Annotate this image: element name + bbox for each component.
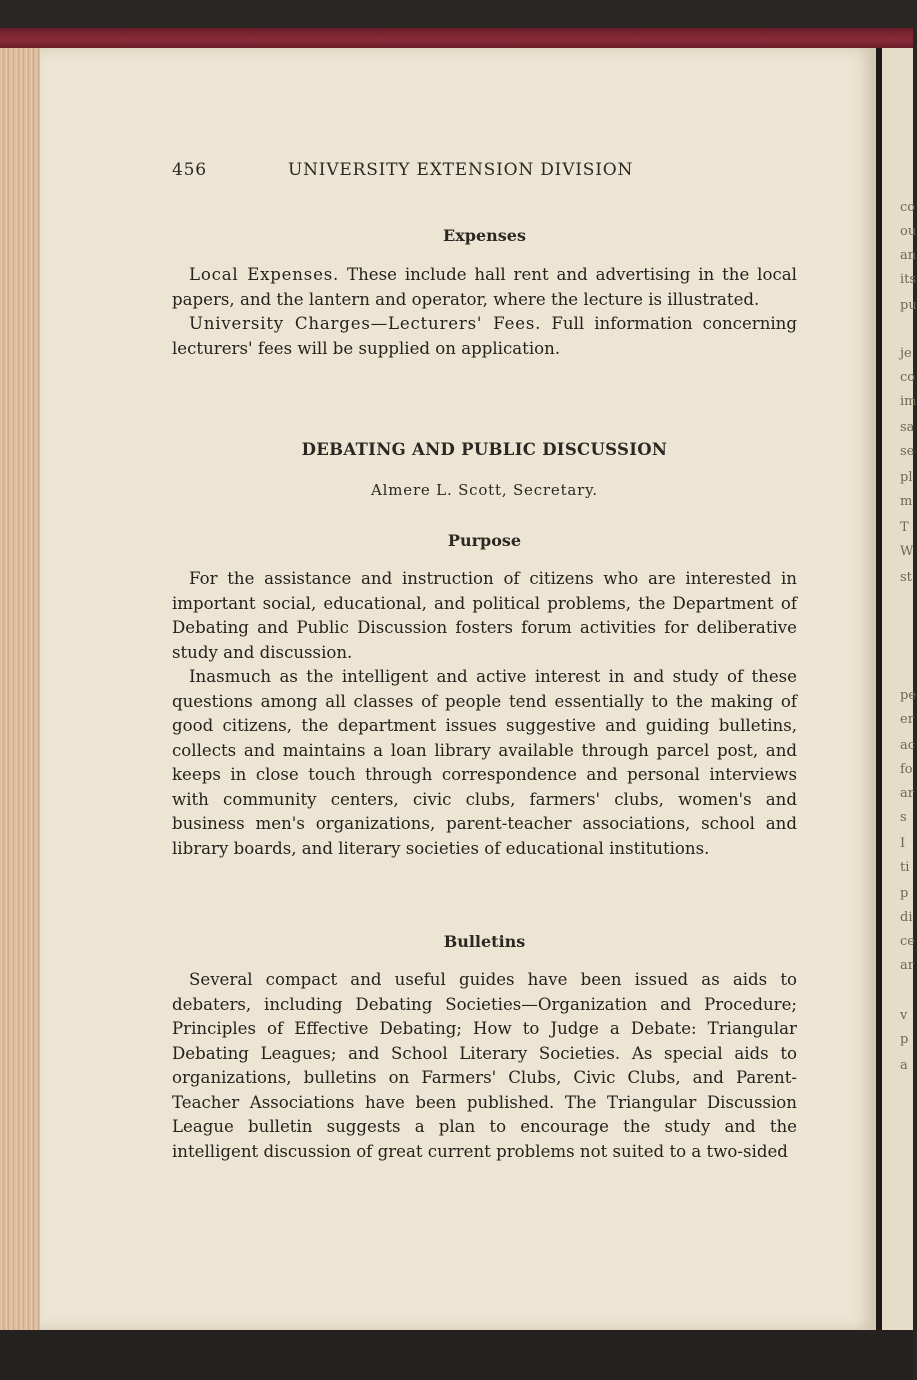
facing-page-fragment: ti — [900, 860, 910, 875]
expenses-section — [172, 263, 797, 361]
background-bottom — [0, 1330, 913, 1380]
running-head — [172, 160, 797, 184]
facing-page-fragment: im — [900, 394, 917, 409]
page-number: 456 — [172, 160, 207, 180]
facing-page-fragment: pe — [900, 688, 917, 703]
facing-page-fragment: pl — [900, 470, 913, 485]
facing-page-fragment: v — [900, 1008, 908, 1023]
university-charges-lead: University Charges—Lecturers' Fees. — [189, 314, 542, 333]
purpose-paragraph-1: For the assistance and instruction of citizens who are interested in important social, educational, and political problems, the Department of Debating and Public Discussion fosters forum activities for deliberative study and discussion. — [172, 569, 797, 662]
facing-page-fragment: T — [900, 520, 909, 535]
facing-page-fragment: je — [900, 346, 912, 361]
purpose-section — [172, 567, 797, 861]
facing-page-fragment: ac — [900, 738, 916, 753]
local-expenses-text: These include hall rent and advertising in the local papers, and the lantern and operator, where the lecture is illustrated. — [172, 265, 797, 309]
local-expenses-paragraph — [172, 263, 797, 312]
facing-page-fragment: an — [900, 248, 917, 263]
facing-page-fragment: pu — [900, 298, 917, 313]
facing-page-fragment: m — [900, 494, 913, 509]
facing-page-fragment: ar — [900, 958, 914, 973]
facing-page-edge — [876, 48, 917, 1330]
facing-page-fragment: its — [900, 272, 917, 287]
bulletins-section — [172, 968, 797, 1164]
facing-page-fragment: p — [900, 886, 909, 901]
page-edges — [0, 48, 42, 1338]
local-expenses-lead: Local Expenses. — [189, 265, 340, 284]
purpose-paragraph-2: Inasmuch as the intelligent and active interest in and study of these questions among all classes of people tend essentially to the making of good citizens, the department issues suggestive and guiding bulletins, collects and maintains a loan library available through parcel post, and keeps in close touch through correspondence and personal interviews with community centers, civic clubs, farmers' clubs, women's and business men's organizations, parent-teacher associations, school and library boards, and literary societies of educational institutions. — [172, 667, 797, 858]
university-charges-paragraph — [172, 312, 797, 361]
facing-page-fragment: sa — [900, 420, 915, 435]
bulletins-heading: Bulletins — [443, 932, 526, 951]
facing-page-fragment: s — [900, 810, 907, 825]
facing-page-fragment: I — [900, 836, 906, 851]
facing-page-fragment: W — [900, 544, 914, 559]
facing-page-fragment: fo — [900, 762, 913, 777]
facing-page-fragment: st — [900, 570, 912, 585]
facing-page-fragment: er — [900, 712, 914, 727]
facing-page-fragment: co — [900, 370, 916, 385]
facing-page-fragment: p — [900, 1032, 909, 1047]
facing-page-fragment: a — [900, 1058, 908, 1073]
purpose-heading: Purpose — [447, 531, 522, 550]
facing-page-fragment: co — [900, 200, 916, 215]
debating-heading: DEBATING AND PUBLIC DISCUSSION — [301, 440, 668, 459]
university-charges-text: Full information concerning lecturers' fees will be supplied on application. — [172, 314, 797, 358]
running-title: UNIVERSITY EXTENSION DIVISION — [288, 160, 634, 180]
expenses-heading: Expenses — [443, 226, 526, 245]
bulletins-paragraph: Several compact and useful guides have been issued as aids to debaters, including Debating Societies—Organization and Procedure; Principles of Effective Debating; How to Judge a Debate: Triangular Debating Leagues; and School Literary Societies. As special aids to organizations, bulletins on Farmers' Clubs, Civic Clubs, and Parent-Teacher Associations have been published. The Triangular Discussion League bulletin suggests a plan to encourage the study and the intelligent discussion of great current problems not suited to a two-sided — [172, 970, 797, 1161]
facing-page-fragment: ar — [900, 786, 914, 801]
facing-page-fragment: ou — [900, 224, 917, 239]
facing-page-fragment: di — [900, 910, 913, 925]
facing-page-fragment: se — [900, 444, 915, 459]
facing-page-fragment: ce — [900, 934, 915, 949]
secretary-byline: Almere L. Scott, Secretary. — [371, 481, 598, 499]
